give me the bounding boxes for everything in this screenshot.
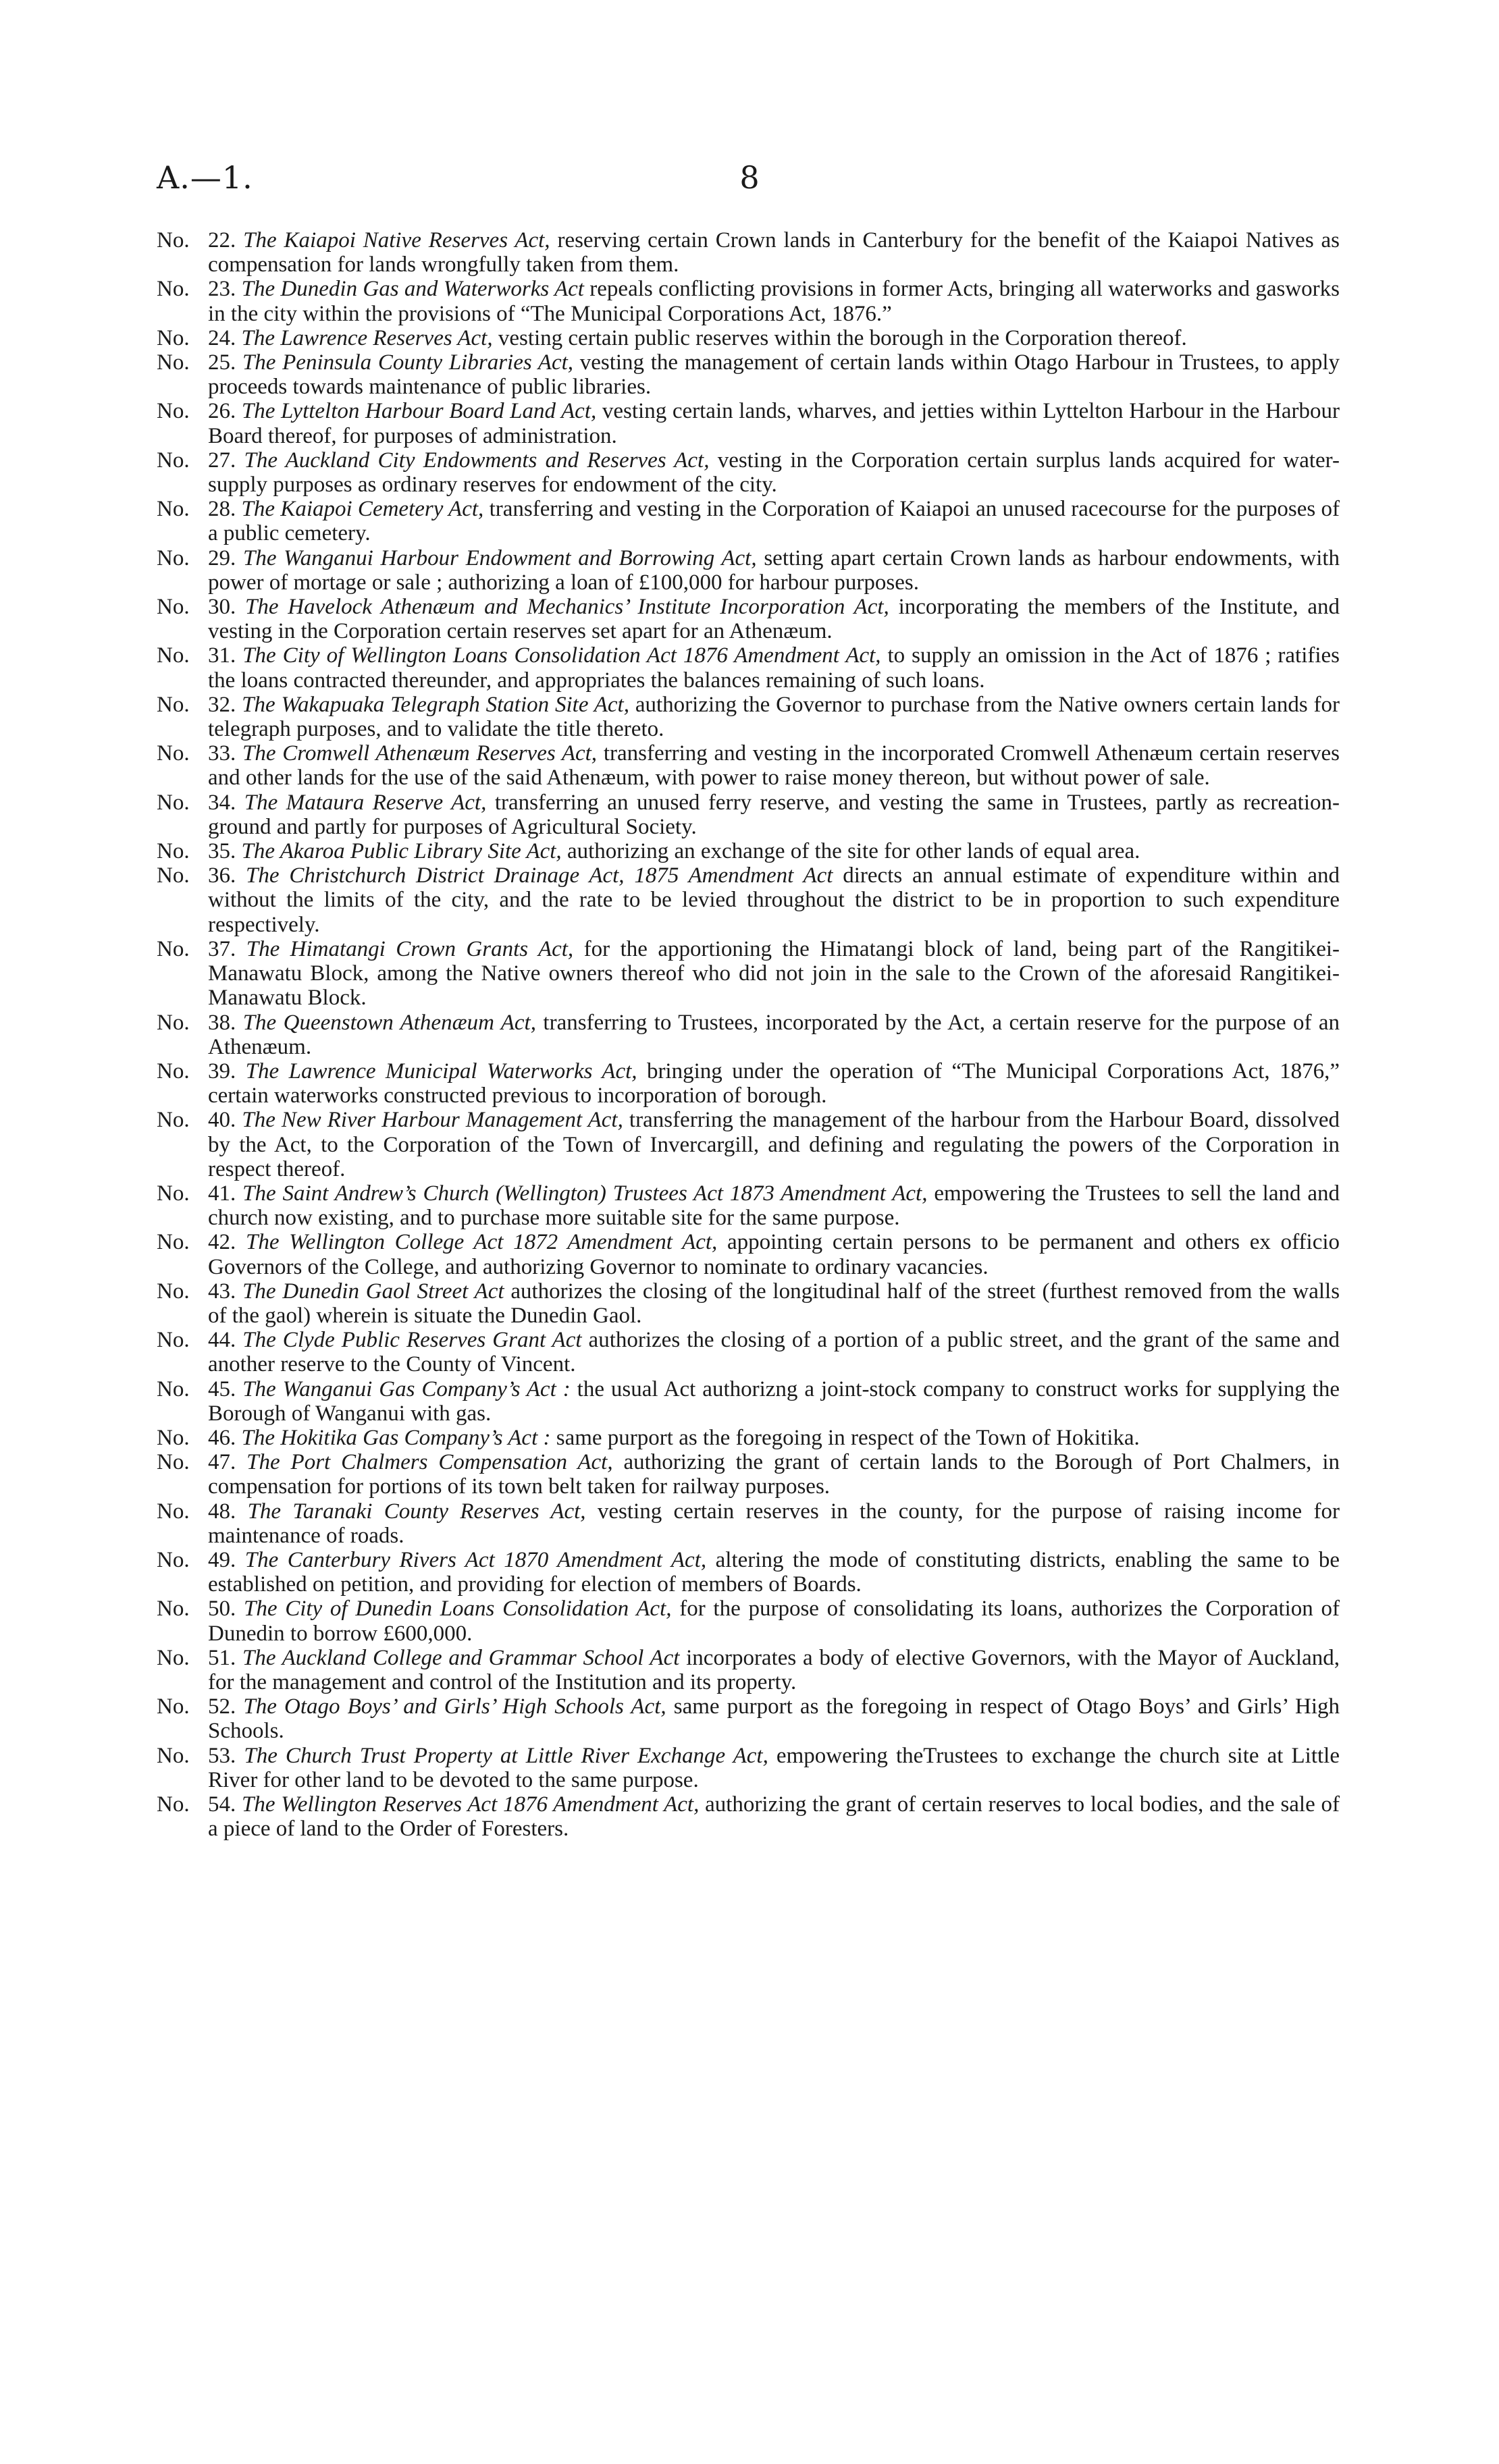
list-item: [157, 1548, 1340, 1597]
act-title: The Auckland College and Grammar School Act: [242, 1645, 680, 1670]
entry-label: No.: [157, 277, 190, 302]
act-title: The Wellington College Act 1872 Amendment Act,: [245, 1230, 718, 1255]
list-item: [157, 1181, 1340, 1230]
act-description: same purport as the foregoing in respect of the Town of Hokitika.: [556, 1425, 1140, 1450]
list-item: [157, 839, 1340, 863]
entry-number: 40.: [208, 1108, 236, 1133]
entry-number: 23.: [208, 277, 236, 302]
entry-number: 41.: [208, 1181, 236, 1206]
act-description: vesting the management of certain lands within Otago Harbour in Trustees, to apply proceeds towards maintenance of public libraries.: [208, 350, 1340, 400]
act-title: The Kaiapoi Native Reserves Act,: [243, 228, 550, 252]
entry-number: 25.: [208, 350, 236, 375]
list-item: [157, 277, 1340, 325]
entry-number: 50.: [208, 1597, 236, 1622]
act-description: vesting in the Corporation certain surplus lands acquired for water-supply purposes as ordinary reserves for endowment of the city.: [208, 448, 1340, 498]
entry-label: No.: [157, 1425, 190, 1450]
entry-label: No.: [157, 1597, 190, 1622]
act-description: repeals conflicting provisions in former Acts, bringing all waterworks and gasworks in the city within the provisions of “The Municipal Corporations Act, 1876.”: [208, 277, 1340, 326]
act-description: transferring to Trustees, incorporated by the Act, a certain reserve for the purpose of an Athenæum.: [208, 1010, 1340, 1059]
list-item: [157, 1011, 1340, 1059]
list-item: [157, 1328, 1340, 1376]
act-description: transferring and vesting in the incorporated Cromwell Athenæum certain reserves and other lands for the use of the said Athenæum, with power to raise money thereon, but without power of sale.: [208, 741, 1340, 791]
entry-number: 29.: [208, 545, 236, 570]
entry-label: No.: [157, 1376, 190, 1401]
act-description: incorporating the members of the Institute, and vesting in the Corporation certain reserves set apart for an Athenæum.: [208, 595, 1340, 644]
list-item: [157, 693, 1340, 741]
act-title: The Lyttelton Harbour Board Land Act,: [241, 399, 597, 424]
act-title: The Christchurch District Drainage Act, 1875 Amendment Act: [246, 863, 833, 888]
entry-number: 48.: [208, 1499, 236, 1524]
entry-label: No.: [157, 1059, 190, 1083]
entry-label: No.: [157, 399, 190, 424]
entry-number: 37.: [208, 936, 236, 961]
list-item: [157, 1597, 1340, 1645]
entry-number: 30.: [208, 595, 236, 620]
act-description: transferring an unused ferry reserve, and vesting the same in Trustees, partly as recreation-ground and partly for purposes of Agricultural Society.: [208, 790, 1340, 839]
list-item: [157, 937, 1340, 1011]
act-description: incorporates a body of elective Governors, with the Mayor of Auckland, for the management and control of the Institution and its property.: [208, 1645, 1340, 1694]
act-description: authorizing the grant of certain lands to the Borough of Port Chalmers, in compensation for portions of its town belt taken for railway purposes.: [208, 1450, 1340, 1499]
act-description: authorizing the Governor to purchase from the Native owners certain lands for telegraph purposes, and to validate the title thereto.: [208, 692, 1340, 742]
act-title: The Port Chalmers Compensation Act,: [246, 1450, 613, 1475]
act-description: directs an annual estimate of expenditure within and without the limits of the city, and the rate to be levied throughout the district to be in proportion to such expenditure respectively.: [208, 863, 1340, 937]
entry-label: No.: [157, 1547, 190, 1572]
act-description: authorizing an exchange of the site for other lands of equal area.: [567, 839, 1140, 864]
entry-label: No.: [157, 1010, 190, 1035]
entry-number: 47.: [208, 1450, 236, 1475]
act-description: appointing certain persons to be permanent and others ex officio Governors of the College, and authorizing Governor to nominate to ordinary vacancies.: [208, 1230, 1340, 1279]
entry-number: 32.: [208, 692, 236, 717]
document-reference: A.—1.: [157, 159, 253, 196]
entry-number: 28.: [208, 497, 236, 522]
entry-label: No.: [157, 595, 190, 620]
entry-label: No.: [157, 1694, 190, 1719]
entry-label: No.: [157, 692, 190, 717]
act-title: The Havelock Athenæum and Mechanics’ Institute Incorporation Act,: [245, 595, 889, 620]
entry-label: No.: [157, 448, 190, 473]
list-item: [157, 546, 1340, 595]
list-item: [157, 1694, 1340, 1743]
act-description: vesting certain reserves in the county, for the purpose of raising income for maintenance of roads.: [208, 1499, 1340, 1548]
act-description: authorizes the closing of a portion of a public street, and the grant of the same and another reserve to the County of Vincent.: [208, 1328, 1340, 1377]
entry-number: 51.: [208, 1645, 236, 1670]
entry-label: No.: [157, 350, 190, 375]
act-description: vesting certain public reserves within the borough in the Corporation thereof.: [498, 325, 1187, 350]
list-item: [157, 326, 1340, 350]
entry-number: 44.: [208, 1328, 236, 1353]
entry-number: 36.: [208, 863, 236, 888]
act-title: The Clyde Public Reserves Grant Act: [242, 1328, 582, 1353]
act-title: The City of Wellington Loans Consolidation Act 1876 Amendment Act,: [242, 643, 881, 668]
entry-number: 22.: [208, 228, 236, 252]
act-description: altering the mode of constituting districts, enabling the same to be established on petition, and providing for election of members of Boards.: [208, 1547, 1340, 1597]
act-title: The Taranaki County Reserves Act,: [247, 1499, 586, 1524]
list-item: [157, 228, 1340, 277]
entry-number: 54.: [208, 1792, 236, 1817]
act-description: empowering theTrustees to exchange the church site at Little River for other land to be devoted to the same purpose.: [208, 1743, 1340, 1792]
entry-label: No.: [157, 545, 190, 570]
entry-label: No.: [157, 228, 190, 252]
entry-label: No.: [157, 643, 190, 668]
entry-number: 49.: [208, 1547, 236, 1572]
act-description: reserving certain Crown lands in Canterbury for the benefit of the Kaiapoi Natives as compensation for lands wrongfully taken from them.: [208, 228, 1340, 277]
act-title: The Auckland City Endowments and Reserves Act,: [244, 448, 710, 473]
act-description: bringing under the operation of “The Municipal Corporations Act, 1876,” certain waterworks constructed previous to incorporation of borough.: [208, 1059, 1340, 1108]
act-description: authorizing the grant of certain reserves to local bodies, and the sale of a piece of land to the Order of Foresters.: [208, 1792, 1340, 1842]
act-title: The Mataura Reserve Act,: [244, 790, 487, 815]
entry-label: No.: [157, 936, 190, 961]
list-item: [157, 448, 1340, 497]
entry-label: No.: [157, 863, 190, 888]
act-title: The Lawrence Municipal Waterworks Act,: [245, 1059, 637, 1083]
entry-label: No.: [157, 1499, 190, 1524]
entry-label: No.: [157, 741, 190, 766]
act-title: The Hokitika Gas Company’s Act :: [241, 1425, 551, 1450]
entry-label: No.: [157, 1743, 190, 1768]
page-number: 8: [739, 159, 760, 196]
entry-label: No.: [157, 1279, 190, 1304]
list-item: [157, 643, 1340, 692]
list-item: [157, 595, 1340, 643]
list-item: [157, 1279, 1340, 1328]
list-item: [157, 863, 1340, 937]
list-item: [157, 1230, 1340, 1279]
act-title: The New River Harbour Management Act,: [242, 1108, 623, 1133]
act-title: The Peninsula County Libraries Act,: [242, 350, 574, 375]
entry-number: 38.: [208, 1010, 236, 1035]
acts-list: [157, 228, 1340, 1841]
act-title: The Himatangi Crown Grants Act,: [246, 936, 574, 961]
entry-number: 31.: [208, 643, 236, 668]
entry-label: No.: [157, 1450, 190, 1475]
act-description: same purport as the foregoing in respect of Otago Boys’ and Girls’ High Schools.: [208, 1694, 1340, 1744]
act-title: The Otago Boys’ and Girls’ High Schools Act,: [243, 1694, 666, 1719]
list-item: [157, 1059, 1340, 1108]
act-description: for the apportioning the Himatangi block of land, being part of the Rangitikei-Manawatu Block, among the Native owners thereof who did not join in the sale to the Crown of the aforesaid Rangitikei-Manawatu Block.: [208, 936, 1340, 1011]
act-title: The Wellington Reserves Act 1876 Amendment Act,: [242, 1792, 700, 1817]
list-item: [157, 399, 1340, 448]
list-item: [157, 497, 1340, 545]
list-item: [157, 350, 1340, 399]
act-description: vesting certain lands, wharves, and jetties within Lyttelton Harbour in the Harbour Board thereof, for purposes of administration.: [208, 399, 1340, 448]
entry-number: 24.: [208, 325, 236, 350]
list-item: [157, 1377, 1340, 1426]
act-title: The Wakapuaka Telegraph Station Site Act,: [242, 692, 629, 717]
entry-number: 46.: [208, 1425, 236, 1450]
entry-number: 35.: [208, 839, 236, 864]
act-title: The Wanganui Gas Company’s Act :: [242, 1376, 571, 1401]
act-title: The Canterbury Rivers Act 1870 Amendment Act,: [244, 1547, 707, 1572]
entry-number: 52.: [208, 1694, 236, 1719]
list-item: [157, 1108, 1340, 1181]
list-item: [157, 1744, 1340, 1792]
list-item: [157, 1792, 1340, 1841]
act-title: The Saint Andrew’s Church (Wellington) Trustees Act 1873 Amendment Act,: [242, 1181, 928, 1206]
entry-label: No.: [157, 1792, 190, 1817]
act-description: to supply an omission in the Act of 1876 ; ratifies the loans contracted thereunder, and appropriates the balances remaining of such loans.: [208, 643, 1340, 693]
act-title: The Lawrence Reserves Act,: [241, 325, 493, 350]
entry-label: No.: [157, 497, 190, 522]
entry-number: 42.: [208, 1230, 236, 1255]
entry-number: 45.: [208, 1376, 236, 1401]
act-title: The Akaroa Public Library Site Act,: [241, 839, 562, 864]
act-description: setting apart certain Crown lands as harbour endowments, with power of mortage or sale ; authorizing a loan of £100,000 for harbour purposes.: [208, 545, 1340, 595]
entry-label: No.: [157, 1108, 190, 1133]
act-title: The Cromwell Athenæum Reserves Act,: [242, 741, 598, 766]
entry-label: No.: [157, 1328, 190, 1353]
act-description: authorizes the closing of the longitudinal half of the street (furthest removed from the walls of the gaol) wherein is situate the Dunedin Gaol.: [208, 1279, 1340, 1328]
entry-number: 27.: [208, 448, 236, 473]
list-item: [157, 791, 1340, 839]
page-header: [157, 159, 1342, 207]
act-description: transferring the management of the harbour from the Harbour Board, dissolved by the Act, to the Corporation of the Town of Invercargill, and defining and regulating the powers of the Corporation in respect thereof.: [208, 1108, 1340, 1181]
entry-number: 34.: [208, 790, 236, 815]
list-item: [157, 1646, 1340, 1694]
list-item: [157, 1499, 1340, 1548]
entry-label: No.: [157, 839, 190, 864]
entry-number: 53.: [208, 1743, 236, 1768]
entry-number: 33.: [208, 741, 236, 766]
entry-label: No.: [157, 1645, 190, 1670]
list-item: [157, 741, 1340, 790]
act-title: The Dunedin Gaol Street Act: [242, 1279, 504, 1304]
act-title: The Dunedin Gas and Waterworks Act: [241, 277, 584, 302]
act-title: The Queenstown Athenæum Act,: [242, 1010, 536, 1035]
act-description: the usual Act authorizng a joint-stock company to construct works for supplying the Borough of Wanganui with gas.: [208, 1376, 1340, 1426]
list-item: [157, 1426, 1340, 1450]
entry-number: 26.: [208, 399, 236, 424]
act-description: for the purpose of consolidating its loans, authorizes the Corporation of Dunedin to borrow £600,000.: [208, 1597, 1340, 1646]
act-title: The Church Trust Property at Little River Exchange Act,: [244, 1743, 768, 1768]
act-description: transferring and vesting in the Corporation of Kaiapoi an unused racecourse for the purposes of a public cemetery.: [208, 497, 1340, 546]
entry-label: No.: [157, 325, 190, 350]
act-title: The Wanganui Harbour Endowment and Borrowing Act,: [242, 545, 757, 570]
act-description: empowering the Trustees to sell the land and church now existing, and to purchase more suitable site for the same purpose.: [208, 1181, 1340, 1231]
entry-number: 39.: [208, 1059, 236, 1083]
act-title: The City of Dunedin Loans Consolidation Act,: [243, 1597, 672, 1622]
entry-label: No.: [157, 1181, 190, 1206]
list-item: [157, 1450, 1340, 1499]
entry-label: No.: [157, 1230, 190, 1255]
act-title: The Kaiapoi Cemetery Act,: [241, 497, 484, 522]
entry-label: No.: [157, 790, 190, 815]
entry-number: 43.: [208, 1279, 236, 1304]
